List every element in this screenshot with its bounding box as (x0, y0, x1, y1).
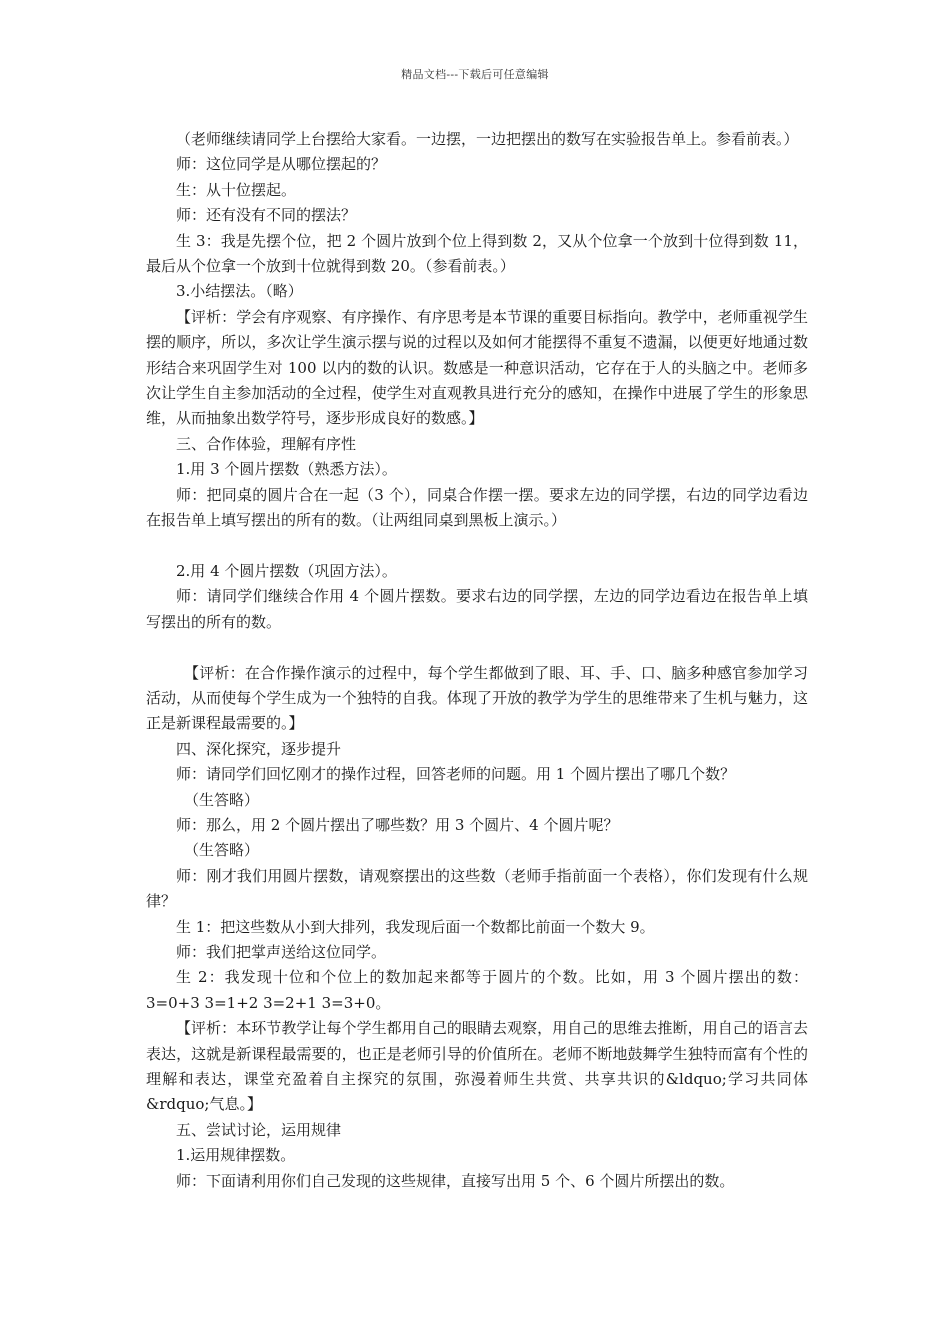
paragraph: 生 2：我发现十位和个位上的数加起来都等于圆片的个数。比如，用 3 个圆片摆出的数：3=0+3 3=1+2 3=2+1 3=3+0。 (146, 968, 808, 1012)
commentary-paragraph: 【评析：在合作操作演示的过程中，每个学生都做到了眼、耳、手、口、脑多种感官参加学习活动，从而使每个学生成为一个独特的自我。体现了开放的教学为学生的思维带来了生机与魅力，这正是新课程最需要的。】 (146, 663, 808, 733)
paragraph: 师：把同桌的圆片合在一起（3 个），同桌合作摆一摆。要求左边的同学摆，右边的同学边看边在报告单上填写摆出的所有的数。（让两组同桌到黑板上演示。） (146, 485, 808, 530)
paragraph: 2.用 4 个圆片摆数（巩固方法）。 (176, 561, 397, 580)
paragraph: （生答略） (184, 841, 260, 860)
paragraph: 生 1：把这些数从小到大排列，我发现后面一个数都比前面一个数大 9。 (176, 917, 655, 936)
section-heading: 四、深化探究，逐步提升 (176, 739, 342, 758)
paragraph: 师：请同学们继续合作用 4 个圆片摆数。要求右边的同学摆，左边的同学边看边在报告单上填写摆出的所有的数。 (146, 587, 808, 631)
blank-line (146, 534, 808, 559)
paragraph: 师：刚才我们用圆片摆数，请观察摆出的这些数（老师手指前面一个表格），你们发现有什么规律？ (146, 866, 808, 911)
blank-line (146, 635, 808, 660)
page-header: 精品文档---下载后可任意编辑 (401, 68, 549, 81)
paragraph: 师：请同学们回忆刚才的操作过程，回答老师的问题。用 1 个圆片摆出了哪几个数？ (176, 765, 736, 784)
paragraph: （生答略） (184, 790, 260, 809)
paragraph: 师：我们把掌声送给这位同学。 (176, 942, 387, 961)
paragraph: 3.小结摆法。（略） (176, 282, 303, 301)
commentary-paragraph: 【评析：学会有序观察、有序操作、有序思考是本节课的重要目标指向。教学中，老师重视学生摆的顺序，所以，多次让学生演示摆与说的过程以及如何才能摆得不重复不遗漏，以便更好地通过数形结合来巩固学生对 100 以内的数的认识。数感是一种意识活动，它存在于人的头脑之中。老师多次让学生自主参加活动的全过程，使学生对直观教具进行充分的感知，在操作中进展了学生的形象思维，从而抽象出数学符号，逐步形成良好的数感。】 (146, 307, 808, 428)
paragraph: 师：那么，用 2 个圆片摆出了哪些数？用 3 个圆片、4 个圆片呢？ (176, 815, 619, 834)
section-heading: 三、合作体验，理解有序性 (176, 434, 357, 453)
commentary-paragraph: 【评析：本环节教学让每个学生都用自己的眼睛去观察，用自己的思维去推断，用自己的语言去表达，这就是新课程最需要的，也正是老师引导的价值所在。老师不断地鼓舞学生独特而富有个性的理解和表达，课堂充盈着自主探究的氛围，弥漫着师生共赏、共享共识的&ldquo;学习共同体&rdquo;气息。】 (146, 1019, 808, 1114)
document-body (146, 127, 808, 1194)
paragraph: 师：这位同学是从哪位摆起的？ (176, 155, 387, 174)
paragraph: 生 3：我是先摆个位，把 2 个圆片放到个位上得到数 2，又从个位拿一个放到十位得到数 11，最后从个位拿一个放到十位就得到数 20。（参看前表。） (146, 231, 808, 276)
paragraph: （老师继续请同学上台摆给大家看。一边摆，一边把摆出的数写在实验报告单上。参看前表。） (176, 130, 799, 148)
paragraph: 师：还有没有不同的摆法？ (176, 206, 357, 225)
paragraph: 师：下面请利用你们自己发现的这些规律，直接写出用 5 个、6 个圆片所摆出的数。 (176, 1171, 735, 1190)
paragraph: 1.用 3 个圆片摆数（熟悉方法）。 (176, 460, 397, 479)
section-heading: 五、尝试讨论，运用规律 (176, 1120, 342, 1139)
paragraph: 1.运用规律摆数。 (176, 1146, 296, 1165)
paragraph: 生：从十位摆起。 (176, 180, 297, 199)
